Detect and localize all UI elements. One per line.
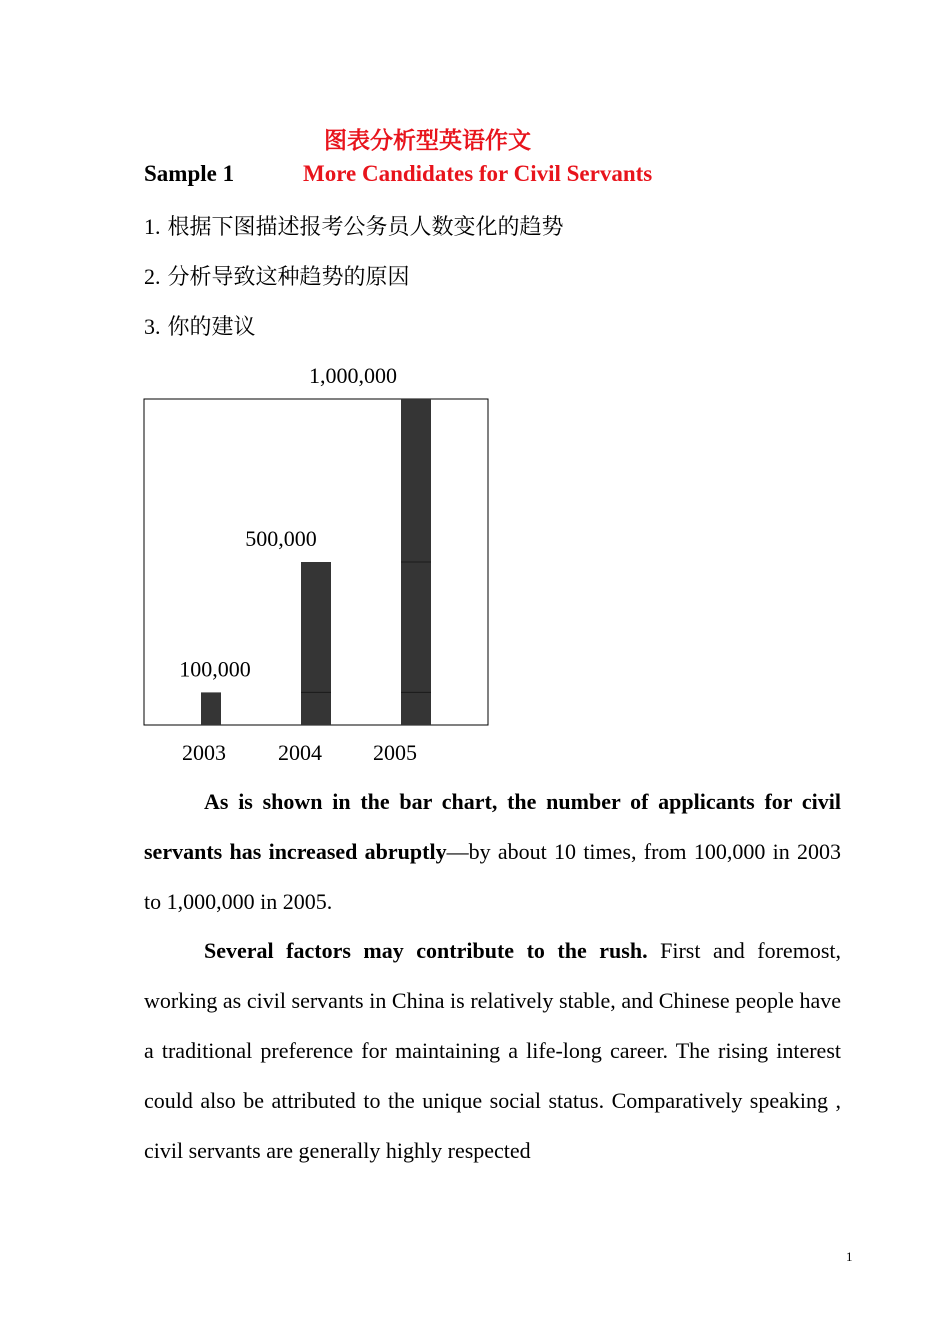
task-number: 2.: [144, 264, 161, 289]
task-number: 1.: [144, 214, 161, 239]
document-title: 图表分析型英语作文: [324, 128, 531, 154]
task-text: 分析导致这种趋势的原因: [167, 265, 410, 290]
data-label-2005: 1,000,000: [309, 363, 397, 388]
data-label-2003: 100,000: [179, 656, 251, 682]
paragraph-1: [144, 777, 841, 927]
paragraph-2: [144, 926, 841, 1176]
paragraph-1-bold: As is shown in the bar chart, the number of applicants for civil servants has increased abruptly: [144, 789, 841, 864]
data-label-2004: 500,000: [245, 526, 317, 551]
x-tick-label-2005: 2005: [373, 740, 417, 765]
x-tick-label-2003: 2003: [182, 740, 226, 765]
page-number: 1: [846, 1249, 853, 1264]
task-text: 根据下图描述报考公务员人数变化的趋势: [167, 215, 564, 240]
bar-2004: [301, 562, 331, 725]
task-text: 你的建议: [167, 315, 256, 340]
x-tick-label-2004: 2004: [278, 740, 322, 765]
paragraph-1-text: —by about 10 times, from 100,000 in 2003 to 1,000,000 in 2005.: [144, 839, 842, 914]
sample-label: Sample 1: [144, 161, 235, 186]
paragraph-2-bold: Several factors may contribute to the rush.: [204, 938, 648, 963]
paragraph-2-text: First and foremost, working as civil servants in China is relatively stable, and Chinese people have a traditional preference for maintaining a life-long career. The rising interest could also be attributed to the unique social status. Comparatively speaking , civil servants are generally highly respected: [144, 938, 841, 1163]
sample-title: More Candidates for Civil Servants: [303, 161, 653, 186]
task-number: 3.: [144, 314, 161, 339]
bar-2003: [201, 692, 221, 725]
